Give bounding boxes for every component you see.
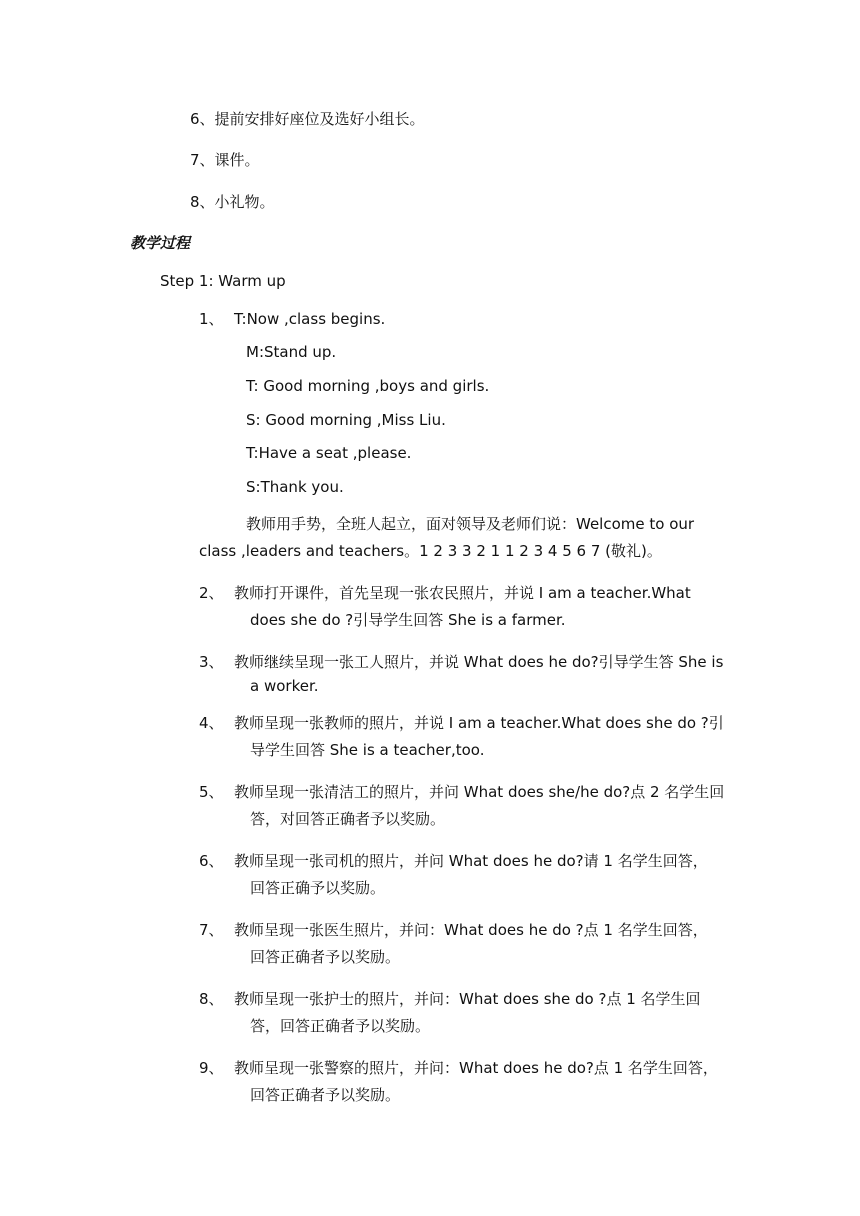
dialogue-line-5: T:Have a seat ,please.	[246, 444, 412, 462]
list-item-line: 教师呈现一张护士的照片，并问：What does she do ?点 1 名学生回	[234, 990, 701, 1008]
list-number: 5、	[199, 783, 224, 801]
step-1-heading: Step 1: Warm up	[160, 272, 286, 290]
list-item-line: 教师呈现一张教师的照片，并说 I am a teacher.What does she do ?引	[234, 714, 724, 732]
list-item-line: a worker.	[250, 677, 319, 695]
dialogue-line-4: S: Good morning ,Miss Liu.	[246, 411, 446, 429]
list-item-line: 教师继续呈现一张工人照片，并说 What does he do?引导学生答 She is	[234, 653, 724, 671]
paragraph-line-1: 教师用手势，全班人起立，面对领导及老师们说：Welcome to our	[246, 515, 695, 533]
list-item-line: does she do ?引导学生回答 She is a farmer.	[250, 611, 566, 629]
prep-item-6: 6、提前安排好座位及选好小组长。	[190, 110, 425, 128]
dialogue-line-2: M:Stand up.	[246, 343, 337, 361]
list-item-line: 教师打开课件，首先呈现一张农民照片，并说 I am a teacher.What	[234, 584, 691, 602]
list-item-line: 回答正确予以奖励。	[250, 879, 386, 897]
list-number: 3、	[199, 653, 224, 671]
section-title: 教学过程	[130, 234, 191, 252]
list-item-line: 教师呈现一张医生照片，并问：What does he do ?点 1 名学生回答，	[234, 921, 708, 939]
list-number: 7、	[199, 921, 224, 939]
paragraph-line-2: class ,leaders and teachers。1 2 3 3 2 1 1 2 3 4 5 6 7 (敬礼)。	[199, 542, 662, 560]
list-item-line: 回答正确者予以奖励。	[250, 1086, 401, 1104]
dialogue-line-3: T: Good morning ,boys and girls.	[246, 377, 490, 395]
list-item-line: 答，对回答正确者予以奖励。	[250, 810, 446, 828]
list-number-1: 1、	[199, 310, 224, 328]
list-item-line: 教师呈现一张司机的照片，并问 What does he do?请 1 名学生回答，	[234, 852, 708, 870]
list-item-line: 教师呈现一张警察的照片，并问：What does he do?点 1 名学生回答，	[234, 1059, 718, 1077]
list-item-line: 回答正确者予以奖励。	[250, 948, 401, 966]
list-number: 6、	[199, 852, 224, 870]
list-number: 4、	[199, 714, 224, 732]
list-number: 9、	[199, 1059, 224, 1077]
prep-item-7: 7、课件。	[190, 151, 260, 169]
list-number: 8、	[199, 990, 224, 1008]
list-item-line: 答，回答正确者予以奖励。	[250, 1017, 431, 1035]
dialogue-line-1: T:Now ,class begins.	[234, 310, 386, 328]
list-number: 2、	[199, 584, 224, 602]
list-item-line: 导学生回答 She is a teacher,too.	[250, 741, 485, 759]
prep-item-8: 8、小礼物。	[190, 193, 275, 211]
dialogue-line-6: S:Thank you.	[246, 478, 344, 496]
list-item-line: 教师呈现一张清洁工的照片，并问 What does she/he do?点 2 名学生回	[234, 783, 725, 801]
